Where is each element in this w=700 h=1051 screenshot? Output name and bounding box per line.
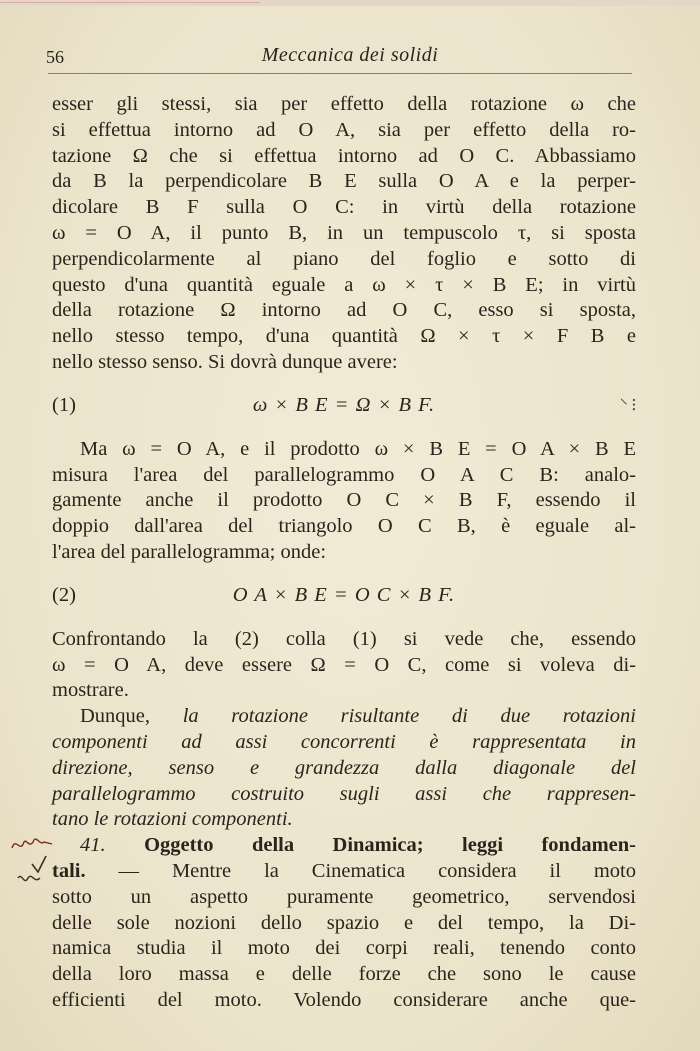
paragraph-2 <box>52 437 636 566</box>
text-lead: Dunque, <box>80 705 151 728</box>
section-title-end: tali. <box>52 859 86 882</box>
text-line <box>52 859 636 885</box>
paragraph-3 <box>52 627 636 704</box>
text-line: tano le rotazioni componenti. <box>52 808 293 831</box>
page-top-edge <box>0 0 700 6</box>
text-line: tazione Ω che si effettua intorno ad O C. Abbassiamo <box>52 144 636 167</box>
paragraph-1 <box>52 92 636 376</box>
text-line: efficienti del moto. Volendo considerare anche que- <box>52 988 636 1011</box>
section-heading-line <box>52 833 636 859</box>
text-line: componenti ad assi concorrenti è rappresentata in <box>52 730 636 753</box>
section-title: Oggetto della Dinamica; leggi fondamen- <box>144 834 636 857</box>
text-line: namica studia il moto dei corpi reali, tenendo conto <box>52 937 636 960</box>
text-line: parallelogrammo costruito sugli assi che rappresen- <box>52 782 636 805</box>
text-line: questo d'una quantità eguale a ω × τ × B E; in virtù <box>52 273 636 296</box>
formula-1 <box>52 393 636 419</box>
formula-expression: ω × B E = Ω × B F. <box>252 393 436 416</box>
body-text <box>52 92 636 1014</box>
pencil-check-mark-icon: ⸌ ⁝ <box>619 396 636 414</box>
text-line: della loro massa e delle forze che sono le cause <box>52 963 636 986</box>
text-line: dicolare B F sulla O C: in virtù della rotazione <box>52 196 636 219</box>
section-41 <box>52 833 636 1014</box>
running-title: Meccanica dei solidi <box>261 44 439 66</box>
formula-expression: O A × B E = O C × B F. <box>232 583 456 606</box>
text-line: perpendicolarmente al piano del foglio e sotto di <box>52 247 636 270</box>
text-line: direzione, senso e grandezza dalla diagonale del <box>52 756 636 779</box>
text-line: della rotazione Ω intorno ad O C, esso si sposta, <box>52 299 636 322</box>
formula-number: (1) <box>52 393 76 416</box>
section-number: 41. <box>80 834 106 857</box>
text-line: sotto un aspetto puramente geometrico, servendosi <box>52 885 636 908</box>
text-line: nello stesso tempo, d'una quantità Ω × τ × F B e <box>52 325 636 348</box>
text-line: l'area del parallelogramma; onde: <box>52 540 327 563</box>
text-line: nello stesso senso. Si dovrà dunque avere: <box>52 350 398 373</box>
text-line: gamente anche il prodotto O C × B F, essendo il <box>52 489 636 512</box>
text-line: misura l'area del parallelogrammo O A C B: analo- <box>52 463 636 486</box>
text-line: mostrare. <box>52 679 129 702</box>
formula-number: (2) <box>52 583 76 606</box>
text-line: delle sole nozioni dello spazio e del tempo, la Di- <box>52 911 636 934</box>
text-line: esser gli stessi, sia per effetto della rotazione ω che <box>52 93 636 115</box>
text-line: da B la perpendicolare B E sulla O A e la perper- <box>52 170 636 193</box>
header-rule <box>48 73 632 74</box>
text-line <box>52 704 636 730</box>
paragraph-4 <box>52 704 636 833</box>
page-number: 56 <box>46 47 64 67</box>
text-line: doppio dall'area del triangolo O C B, è eguale al- <box>52 515 636 538</box>
handwritten-margin-note <box>6 828 62 898</box>
handwriting-scribble-icon <box>6 828 62 898</box>
text-line: si effettua intorno ad O A, sia per effetto della ro- <box>52 118 636 141</box>
page-top-rule <box>0 2 260 3</box>
text-line: ω = O A, deve essere Ω = O C, come si voleva di- <box>52 653 636 676</box>
italic-text: la rotazione risultante di due rotazioni <box>182 705 636 728</box>
text-line: Ma ω = O A, e il prodotto ω × B E = O A × B E <box>80 437 636 460</box>
text-run: — Mentre la Cinematica considera il moto <box>118 859 636 882</box>
text-line: Confrontando la (2) colla (1) si vede che, essendo <box>52 627 636 650</box>
formula-2 <box>52 583 636 609</box>
text-line: ω = O A, il punto B, in un tempuscolo τ, si sposta <box>52 221 636 244</box>
